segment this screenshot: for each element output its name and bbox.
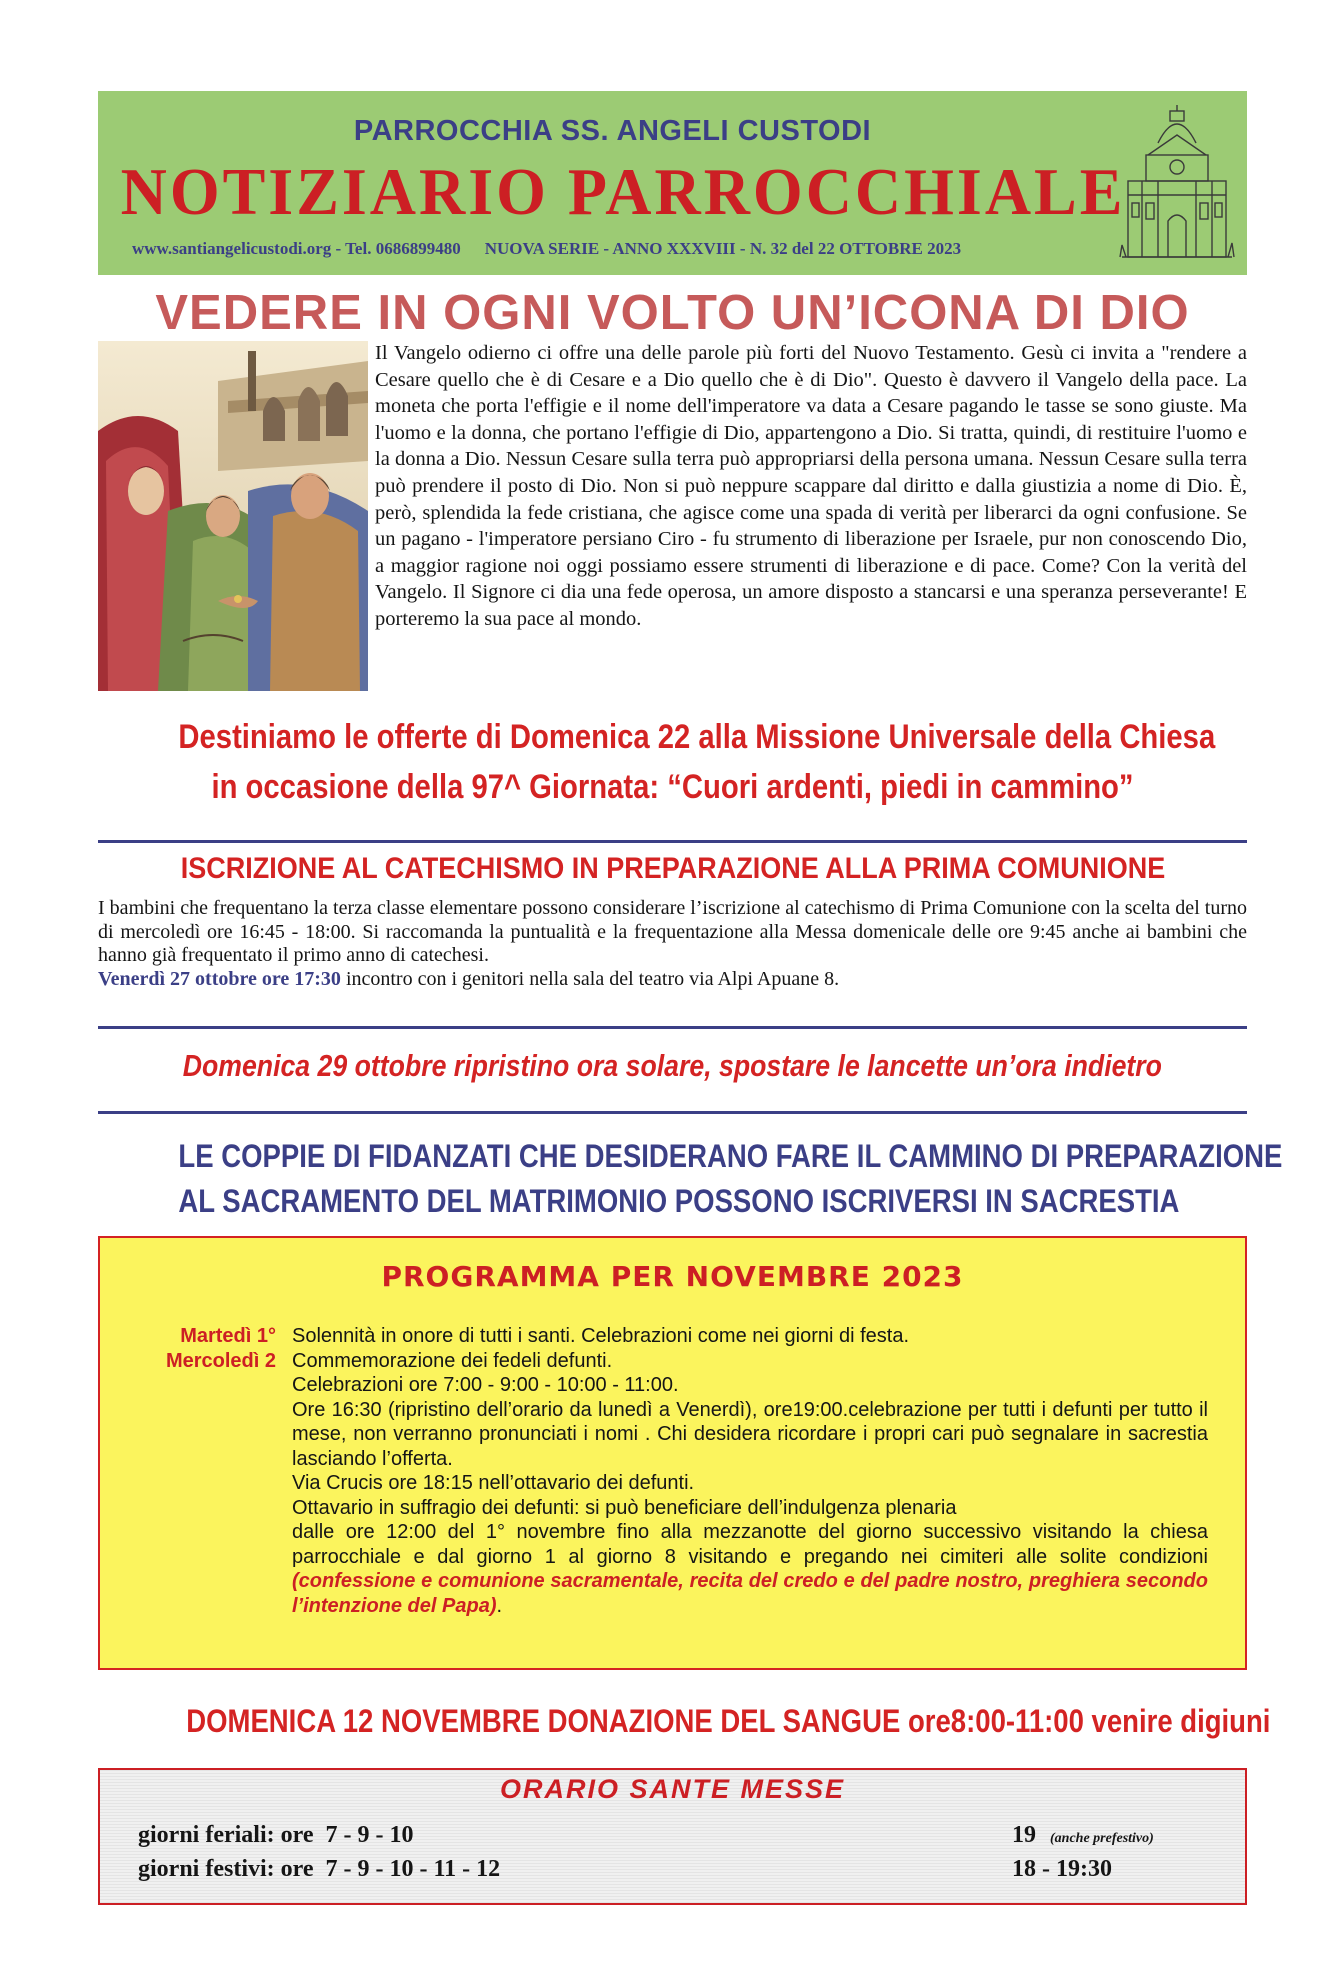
program-line-1: Solennità in onore di tutti i santi. Celebrazioni come nei giorni di festa. [292,1325,910,1347]
program-dates [142,1324,276,1373]
program-title: PROGRAMMA PER NOVEMBRE 2023 [381,1260,964,1293]
weekday-morning-times: 7 - 9 - 10 [325,1822,414,1848]
holiday-row [138,1856,500,1883]
holiday-evening [1012,1856,1112,1883]
holiday-morning-times: 7 - 9 - 10 - 11 - 12 [325,1856,501,1882]
gospel-painting-image [98,341,368,691]
program-details [292,1324,1208,1618]
program-paragraph-2 [292,1520,1208,1618]
catechism-title [98,852,1247,886]
weekday-evening-time: 19 [1012,1822,1036,1848]
mission-line-1: Destiniamo le offerte di Domenica 22 alla Missione Universale della Chiesa [178,718,1216,756]
program-line-4: Via Crucis ore 18:15 nell’ottavario dei defunti. [292,1472,695,1494]
couples-line-1: LE COPPIE DI FIDANZATI CHE DESIDERANO FARE IL CAMMINO DI PREPARAZIONE [178,1138,1283,1174]
program-line-5: Ottavario in suffragio dei defunti: si può beneficiare dell’indulgenza plenaria [292,1496,957,1519]
contact-info: www.santiangelicustodi.org - Tel. 0686899480 [132,239,461,258]
issue-info: NUOVA SERIE - ANNO XXXVIII - N. 32 del 22 OTTOBRE 2023 [484,239,962,258]
masthead [98,91,1247,275]
weekday-row [138,1822,413,1849]
dst-notice [98,1048,1247,1084]
parish-name: PARROCCHIA SS. ANGELI CUSTODI [353,115,872,147]
weekday-evening [1012,1822,1154,1849]
program-line-2: Commemorazione dei fedeli defunti. [292,1349,613,1372]
november-program-box [98,1236,1247,1670]
couples-line-2: AL SACRAMENTO DEL MATRIMONIO POSSONO ISCRIVERSI IN SACRESTIA [178,1183,1180,1219]
holiday-label: giorni festivi: ore [138,1856,314,1882]
catechism-title-text: ISCRIZIONE AL CATECHISMO IN PREPARAZIONE ALLA PRIMA COMUNIONE [180,852,1165,885]
mission-announcement [178,712,1216,812]
divider-rule [98,1026,1247,1029]
mass-schedule-title: ORARIO SANTE MESSE [499,1774,846,1804]
divider-rule [98,840,1247,843]
blood-donation-notice [98,1703,1271,1740]
divider-rule [98,1111,1247,1114]
weekday-label: giorni feriali: ore [138,1822,314,1848]
program-paragraph-1: Ore 16:30 (ripristino dell’orario da lunedì a Venerdì), ore19:00.celebrazione per tutti i defunti per tutto il mese, non verranno pronunciati i nomi . Chi desidera ricordare i propri cari può segnalare in sacrestia lasciando l’offerta. [292,1398,1208,1470]
program-date-2: Mercoledì 2 [165,1349,276,1372]
couples-announcement [98,1134,1283,1224]
gospel-article: Il Vangelo odierno ci offre una delle parole più forti del Nuovo Testamento. Gesù ci invita a "rendere a Cesare quello che è di Cesare e a Dio quello che è di Dio". Questo è davvero il Vangelo della pace. La moneta che porta l'effigie e il nome dell'imperatore va data a Cesare pagando le tasse se sono giuste. Ma l'uomo e la donna, che portano l'effigie di Dio, appartengono a Dio. Si tratta, quindi, di restituire l'uomo e la donna a Dio. Nessun Cesare sulla terra può appropriarsi della persona umana. Nessun Cesare sulla terra può prendere il posto di Dio. Non si può neppure scappare dal diritto e dalla giustizia a nome di Dio. È, però, splendida la fede cristiana, che agisce come una spada di verità per liberarci da ogni confusione. Se un pagano - l'imperatore persiano Ciro - fu strumento di liberazione per Israele, pur non conoscendo Dio, a maggior ragione noi oggi possiamo essere strumenti di liberazione e di pace. Come? Con la verità del Vangelo. Il Signore ci dia una fede operosa, un amore disposto a stancarsi e una speranza perseverante! E porteremo la sua pace al mondo. [375,342,1247,630]
indulgence-text: dalle ore 12:00 del 1° novembre fino alla mezzanotte del giorno successivo visitando la chiesa parrocchiale e dal giorno 1 al giorno 8 visitando e pregando nei cimiteri alle solite condizioni [292,1521,1208,1568]
main-headline: VEDERE IN OGNI VOLTO UN’ICONA DI DIO [155,286,1190,340]
newsletter-title: NOTIZIARIO PARROCCHIALE [120,154,1126,229]
holiday-evening-times: 18 - 19:30 [1012,1856,1112,1882]
indulgence-end: . [496,1594,503,1617]
indulgence-conditions: (confessione e comunione sacramentale, recita del credo e del padre nostro, preghiera secondo l’intenzione del Papa) [292,1570,1208,1617]
mission-line-2: in occasione della 97^ Giornata: “Cuori ardenti, piedi in cammino” [211,768,1134,806]
blood-donation-text: DOMENICA 12 NOVEMBRE DONAZIONE DEL SANGUE ore8:00-11:00 venire digiuni [186,1703,1271,1739]
meeting-details: incontro con i genitori nella sala del teatro via Alpi Apuane 8. [340,968,840,991]
masthead-info-line [132,239,1232,259]
prefestive-note: (anche prefestivo) [1050,1831,1154,1846]
dst-notice-text: Domenica 29 ottobre ripristino ora solare, spostare le lancette un’ora indietro [182,1048,1163,1083]
program-date-1: Martedì 1° [180,1325,276,1347]
meeting-date: Venerdì 27 ottobre ore 17:30 [98,968,341,991]
catechism-text: I bambini che frequentano la terza classe elementare possono considerare l’iscrizione al catechismo di Prima Comunione con la scelta del turno di mercoledì ore 16:45 - 18:00. Si raccomanda la puntualità e la frequentazione alla Messa domenicale delle ore 9:45 anche ai bambini che hanno già frequentato il primo anno di catechesi. [98,897,1247,967]
church-drawing-icon [1118,103,1236,263]
catechism-body [98,897,1247,992]
program-line-3: Celebrazioni ore 7:00 - 9:00 - 10:00 - 11:00. [292,1374,679,1396]
mass-schedule-box [98,1768,1247,1905]
